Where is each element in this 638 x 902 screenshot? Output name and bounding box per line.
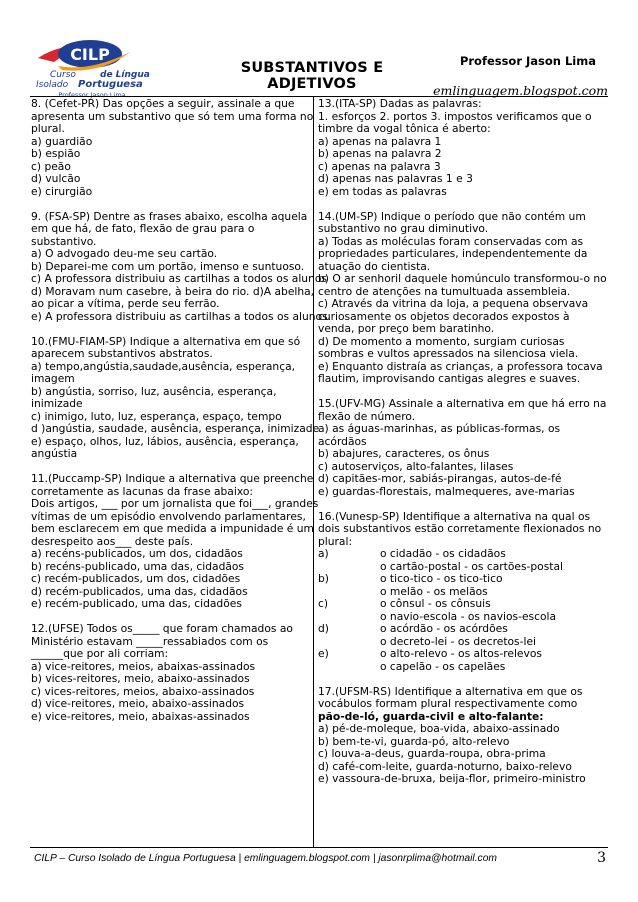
question-stem-line: em que há, de fato, flexão de grau para o [31, 222, 255, 235]
answer-option: a) pé-de-moleque, boa-vida, abaixo-assinado [318, 722, 560, 735]
question-stem-line: 1. esforços 2. portos 3. impostos verificamos que o [318, 109, 592, 123]
logo-line1b: de Língua [100, 70, 150, 80]
option-text: o acórdão - os acórdões [380, 622, 508, 635]
answer-option: d )angústia, saudade, ausência, esperança, inimizade [31, 422, 320, 435]
question-stem-line: bem esclarecem em que medida a impunidade é um [31, 522, 314, 535]
question-stem-line: substantivo. [31, 234, 97, 248]
question-stem-line: 12.(UFSE) Todos os_____ que foram chamados ao [31, 622, 293, 635]
answer-option: angústia [31, 447, 78, 460]
answer-option: a) O advogado deu-me seu cartão. [31, 247, 218, 260]
question-stem-line: aparecem substantivos abstratos. [31, 347, 213, 360]
answer-option: d) vulcão [31, 172, 81, 185]
option-letter: a) [318, 547, 329, 560]
question-stem-line: vítimas de um episódio envolvendo parlamentares, [31, 509, 306, 523]
option-letter: d) [318, 622, 329, 635]
answer-option: a) Todas as moléculas foram conservadas com as [318, 234, 584, 248]
question-9 [31, 209, 332, 324]
option-text: o capelão - os capelães [380, 659, 506, 673]
answer-option: e) Enquanto distraía as crianças, a professora tocava [318, 359, 603, 373]
column-divider [313, 96, 314, 847]
answer-option: d) Moravam num casebre, à beira do rio. d)A abelha, [31, 284, 315, 298]
question-stem-line: flexão de número. [318, 409, 416, 423]
answer-option: d) capitães-mor, sabiás-pirangas, autos-de-fé [318, 472, 562, 485]
answer-option: b) vices-reitores, meio, abaixo-assinados [31, 672, 250, 685]
logo-line2a: Isolado [36, 80, 69, 90]
option-letter: e) [318, 647, 329, 660]
question-stem-line: timbre da vogal tônica é aberto: [318, 122, 491, 135]
answer-option: ao picar a vítima, perde seu ferrão. [31, 297, 220, 310]
option-text: o cartão-postal - os cartões-postal [380, 559, 563, 573]
left-column [31, 97, 332, 723]
question-stem-line: 9. (FSA-SP) Dentre as frases abaixo, escolha aquela [31, 209, 308, 223]
answer-option: centro de atenções na tumultuada assembleia. [318, 284, 571, 298]
answer-option: inimizade [31, 397, 83, 410]
answer-option: d) apenas nas palavras 1 e 3 [318, 172, 473, 185]
answer-option [318, 598, 610, 611]
question-stem-line: plural. [31, 122, 65, 135]
question-stem-line: corretamente as lacunas da frase abaixo: [31, 484, 253, 498]
answer-option: c) apenas na palavra 3 [318, 159, 441, 173]
logo-line3: Professor Jason Lima [58, 91, 126, 99]
answer-option: c) autoserviços, alto-falantes, lilases [318, 459, 514, 473]
answer-option: d) café-com-leite, guarda-noturno, baixo-relevo [318, 759, 572, 773]
answer-option: e) vassoura-de-bruxa, beija-flor, primeiro-ministro [318, 772, 586, 785]
answer-option: b) apenas na palavra 2 [318, 147, 442, 160]
answer-option: e) guardas-florestais, malmequeres, ave-marias [318, 484, 575, 498]
answer-option: d) vice-reitores, meio, abaixo-assinados [31, 697, 245, 710]
logo-line2b: Portuguesa [78, 79, 143, 90]
answer-option: curiosamente os objetos decorados expostos à [318, 309, 570, 323]
answer-option: a) guardião [31, 134, 93, 148]
answer-option: d) recém-publicados, uma das, cidadãos [31, 584, 248, 598]
answer-option: a) tempo,angústia,saudade,ausência, esperança, [31, 359, 296, 373]
answer-option [318, 623, 610, 636]
question-stem-line: 13.(ITA-SP) Dadas as palavras: [318, 97, 482, 110]
answer-option: e) vice-reitores, meio, abaixas-assinados [31, 709, 250, 723]
answer-option: c) inimigo, luto, luz, esperança, espaço, tempo [31, 409, 282, 423]
answer-option: b) angústia, sorriso, luz, ausência, esperança, [31, 384, 277, 398]
answer-option: a) recéns-publicados, um dos, cidadãos [31, 547, 243, 560]
answer-option: b) bem-te-vi, guarda-pó, alto-relevo [318, 734, 510, 748]
answer-option [318, 548, 610, 561]
logo-line1a: Curso [50, 70, 76, 80]
question-17 [318, 686, 610, 786]
answer-option: c) vices-reitores, meios, abaixo-assinados [31, 684, 255, 698]
answer-option: atuação do cientista. [318, 259, 431, 273]
question-stem-line: plural: [318, 534, 353, 548]
answer-option: e) em todas as palavras [318, 184, 447, 198]
question-stem-line: 11.(Puccamp-SP) Indique a alternativa que preenche [31, 472, 314, 485]
question-11 [31, 472, 319, 611]
question-stem-line: dois substantivos estão corretamente flexionados no [318, 522, 602, 535]
question-stem-line: substantivo no grau diminutivo. [318, 222, 489, 235]
question-stem-line: 10.(FMU-FIAM-SP) Indique a alternativa em que só [31, 334, 301, 348]
logo-brand: CILP [70, 45, 110, 64]
question-stem-bold: pão-de-ló, guarda-civil e alto-falante: [318, 709, 544, 723]
answer-option-continuation [318, 661, 610, 674]
answer-option: b) O ar senhoril daquele homúnculo transformou-o no [318, 272, 607, 285]
answer-option: e) espaço, olhos, luz, lábios, ausência, esperança, [31, 434, 299, 448]
document-title: SUBSTANTIVOS E ADJETIVOS [240, 60, 384, 92]
option-text: o decreto-lei - os decretos-lei [380, 634, 536, 648]
question-stem-line: apresenta um substantivo que só tem uma forma no [31, 109, 314, 123]
question-10 [31, 334, 320, 461]
question-stem-line: vocábulos formam plural respectivamente como [318, 697, 578, 710]
question-15 [318, 398, 610, 498]
answer-option: b) recéns-publicado, uma das, cidadãos [31, 559, 245, 573]
question-stem-line: Dois artigos, ___ por um jornalista que foi___, grandes [31, 497, 319, 510]
cilp-logo [32, 36, 182, 100]
question-stem-line: 15.(UFV-MG) Assinale a alternativa em que há erro na [318, 397, 607, 410]
answer-option: c) peão [31, 159, 71, 173]
option-text: o tico-tico - os tico-tico [380, 572, 503, 585]
question-stem-line: 16.(Vunesp-SP) Identifique a alternativa na qual os [318, 509, 591, 523]
question-stem-line: desrespeito aos___ deste país. [31, 534, 194, 548]
right-column [318, 98, 610, 786]
answer-option: b) Deparei-me com um portão, imenso e suntuoso. [31, 259, 305, 273]
footer-rule [30, 847, 608, 848]
footer-text: CILP – Curso Isolado de Língua Portuguesa | emlinguagem.blogspot.com | jasonrplima@hotmail.com [34, 853, 498, 864]
author-name: Professor Jason Lima [459, 54, 596, 68]
answer-option: imagem [31, 372, 75, 385]
blog-url[interactable]: emlinguagem.blogspot.com [433, 83, 608, 98]
answer-option: e) cirurgião [31, 184, 93, 198]
option-text: o cidadão - os cidadãos [380, 547, 506, 560]
answer-option: b) abajures, caracteres, os ônus [318, 447, 490, 460]
answer-option [318, 648, 610, 661]
page-number: 3 [597, 850, 606, 866]
answer-option: c) recém-publicados, um dos, cidadões [31, 572, 241, 585]
question-stem-line: 17.(UFSM-RS) Identifique a alternativa em que os [318, 684, 583, 698]
question-14 [318, 211, 610, 386]
answer-option: c) Através da vitrina da loja, a pequena observava [318, 297, 589, 310]
answer-option: acórdãos [318, 434, 367, 448]
question-stem-line: 14.(UM-SP) Indique o período que não contém um [318, 209, 586, 223]
question-12 [31, 623, 311, 723]
answer-option: d) De momento a momento, surgiam curiosas [318, 334, 565, 348]
answer-option: flautim, improvisando cantigas alegres e suaves. [318, 372, 581, 385]
answer-option: b) espião [31, 147, 81, 160]
answer-option: a) vice-reitores, meios, abaixas-assinados [31, 659, 256, 673]
answer-option: a) as águas-marinhas, as públicas-formas, os [318, 422, 561, 435]
option-text: o alto-relevo - os altos-relevos [380, 647, 542, 660]
question-stem-line: Ministério estavam _____ressabiados com os [31, 634, 269, 648]
option-text: o melão - os melãos [380, 584, 488, 598]
option-letter: b) [318, 572, 329, 585]
question-16 [318, 511, 610, 674]
answer-option: a) apenas na palavra 1 [318, 134, 442, 148]
option-letter: c) [318, 597, 329, 610]
question-stem-line: ______que por ali corriam: [31, 647, 169, 660]
answer-option: c) A professora distribuiu as cartilhas a todos os alunos [31, 272, 327, 285]
answer-option: propriedades particulares, independentemente da [318, 247, 588, 260]
answer-option: venda, por preço bem baratinho. [318, 322, 495, 335]
option-text: o cônsul - os cônsuis [380, 597, 491, 610]
answer-option: sombras e vultos apressados na silenciosa viela. [318, 347, 579, 360]
question-stem-line: 8. (Cefet-PR) Das opções a seguir, assinale a que [31, 97, 295, 110]
option-text: o navio-escola - os navios-escola [380, 609, 557, 623]
answer-option [318, 573, 610, 586]
question-13 [318, 98, 610, 198]
question-8 [31, 97, 314, 198]
answer-option: e) recém-publicado, uma das, cidadões [31, 597, 242, 610]
answer-option: c) louva-a-deus, guarda-roupa, obra-prima [318, 747, 546, 760]
answer-option: e) A professora distribuiu as cartilhas a todos os alunos. [31, 309, 332, 323]
